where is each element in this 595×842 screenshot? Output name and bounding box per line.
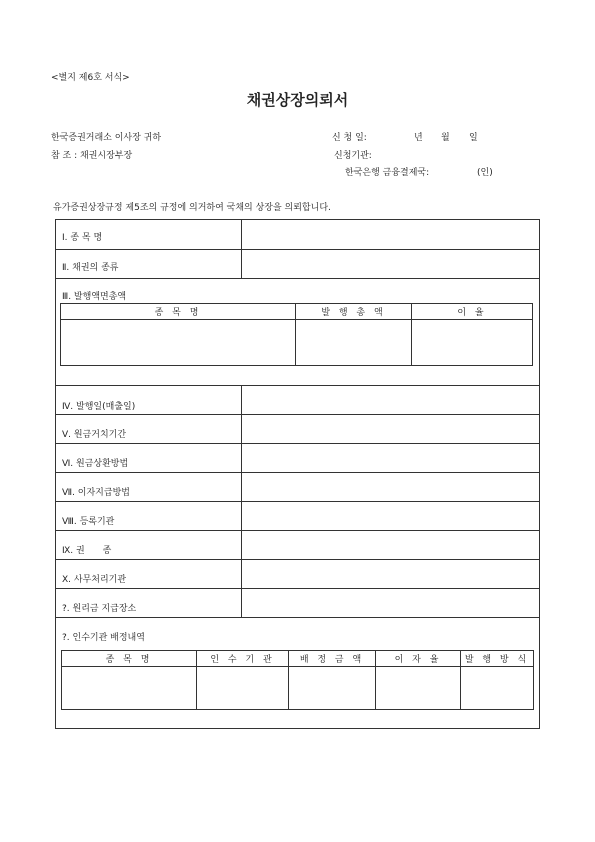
seal-mark: (인) [477, 168, 493, 178]
form-row-issue-date [56, 385, 539, 414]
label-grace-period: Ⅴ. 원금거치기간 [62, 430, 127, 440]
alloc-cell-allocated-amount[interactable] [289, 667, 376, 710]
alloc-cell-item-name[interactable] [62, 667, 197, 710]
form-row-denomination [56, 530, 539, 559]
label-admin-agency: Ⅹ. 사무처리기관 [62, 575, 127, 585]
page-title: 채권상장의뢰서 [246, 91, 349, 109]
issue-col-total-amount: 발 행 총 액 [296, 304, 412, 320]
issue-col-item-name: 종 목 명 [61, 304, 296, 320]
form-row-registry [56, 501, 539, 530]
issue-cell-total-amount[interactable] [296, 320, 412, 366]
label-item-name: Ⅰ. 종 목 명 [62, 233, 103, 243]
label-issue-date: Ⅳ. 발행일(매출일) [62, 402, 136, 412]
request-statement: 유가증권상장규정 제5조의 규정에 의거하여 국채의 상장을 의뢰합니다. [53, 203, 331, 213]
alloc-col-interest-rate: 이 자 율 [376, 651, 461, 667]
form-row-issue-total [56, 278, 539, 385]
reference-line: 참 조 : 채권시장부장 [51, 151, 133, 161]
label-bond-type: Ⅱ. 채권의 종류 [62, 263, 119, 273]
label-issue-total: Ⅲ. 발행액면총액 [62, 292, 127, 302]
alloc-cell-issue-method[interactable] [461, 667, 534, 710]
application-date-label: 신 청 일: [332, 133, 367, 143]
month-label: 월 [441, 133, 450, 143]
alloc-col-issue-method: 발 행 방 식 [461, 651, 534, 667]
allocation-table [61, 650, 534, 710]
form-row-payment-place [56, 588, 539, 617]
form-row-underwriter-allocation [56, 617, 539, 728]
label-repayment-method: Ⅵ. 원금상환방법 [62, 459, 129, 469]
label-denomination: Ⅸ. 권 종 [62, 546, 112, 556]
day-label: 일 [469, 133, 478, 143]
form-row-bond-type [56, 249, 539, 278]
issue-col-interest-rate: 이 율 [412, 304, 533, 320]
form-row-item-name [56, 220, 539, 249]
issue-cell-item-name[interactable] [61, 320, 296, 366]
alloc-col-underwriter: 인 수 기 관 [197, 651, 289, 667]
bank-department-label: 한국은행 금융결제국: [345, 168, 430, 178]
addressee-line: 한국증권거래소 이사장 귀하 [51, 133, 162, 143]
form-row-interest-method [56, 472, 539, 501]
issue-cell-interest-rate[interactable] [412, 320, 533, 366]
alloc-cell-underwriter[interactable] [197, 667, 289, 710]
label-underwriter-allocation: ?. 인수기관 배정내역 [62, 633, 145, 643]
form-row-admin-agency [56, 559, 539, 588]
label-registry: Ⅷ. 등록기관 [62, 517, 115, 527]
form-row-repayment-method [56, 443, 539, 472]
alloc-col-item-name: 종 목 명 [62, 651, 197, 667]
label-payment-place: ?. 원리금 지급장소 [62, 604, 137, 614]
request-form-table [55, 219, 540, 729]
applicant-institution-label: 신청기관: [334, 151, 372, 161]
label-interest-method: Ⅶ. 이자지급방법 [62, 488, 130, 498]
form-row-grace-period [56, 414, 539, 443]
alloc-cell-interest-rate[interactable] [376, 667, 461, 710]
form-reference: <별지 제6호 서식> [51, 73, 130, 83]
alloc-col-allocated-amount: 배 정 금 액 [289, 651, 376, 667]
issue-total-table [60, 303, 533, 366]
year-label: 년 [414, 133, 423, 143]
